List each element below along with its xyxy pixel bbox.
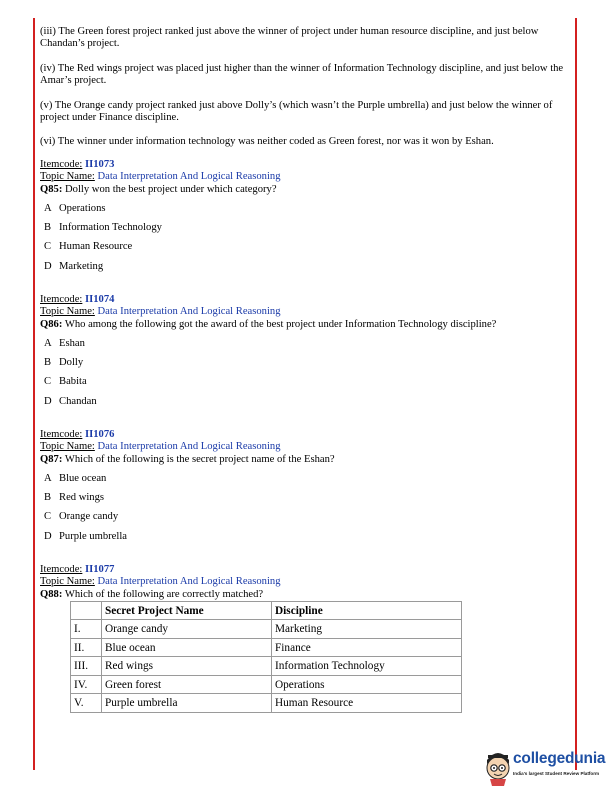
question-number: Q88:: [40, 588, 63, 600]
question-number: Q85:: [40, 183, 63, 195]
document-body: [40, 26, 572, 713]
table-row: [71, 638, 462, 657]
option-letter: B: [44, 492, 52, 504]
table-cell: Green forest: [102, 675, 272, 694]
itemcode-line: [40, 159, 572, 171]
itemcode-label: Itemcode:: [40, 158, 83, 170]
itemcode-label: Itemcode:: [40, 428, 83, 440]
topic-value: Data Interpretation And Logical Reasoning: [97, 441, 281, 453]
option-text: Purple umbrella: [59, 530, 127, 542]
table-cell: Finance: [272, 638, 462, 657]
option-text: Human Resource: [59, 241, 133, 253]
option-text: Chandan: [59, 395, 97, 407]
question-stem: Which of the following are correctly matched?: [64, 588, 264, 600]
option-a[interactable]: [40, 202, 572, 221]
option-text: Babita: [59, 376, 87, 388]
table-cell: Operations: [272, 675, 462, 694]
question-block-q88: [40, 564, 572, 713]
itemcode-value: II1073: [85, 158, 115, 170]
option-b[interactable]: [40, 491, 572, 510]
option-d[interactable]: [40, 260, 572, 279]
brand-tagline: India's largest Student Review Platform: [513, 771, 600, 776]
option-text: Operations: [59, 203, 106, 215]
topic-value: Data Interpretation And Logical Reasoning: [97, 171, 281, 183]
option-letter: D: [44, 395, 52, 407]
table-row: [71, 620, 462, 639]
table-cell: Marketing: [272, 620, 462, 639]
topic-line: [40, 306, 572, 318]
table-header-row: [71, 601, 462, 620]
option-letter: C: [44, 511, 52, 523]
itemcode-line: [40, 564, 572, 576]
table-header: Discipline: [272, 601, 462, 620]
option-text: Dolly: [59, 357, 84, 369]
table-row: [71, 694, 462, 713]
question-number: Q87:: [40, 453, 63, 465]
topic-value: Data Interpretation And Logical Reasoning: [97, 576, 281, 588]
table-cell: Orange candy: [102, 620, 272, 639]
table-cell: Blue ocean: [102, 638, 272, 657]
option-c[interactable]: [40, 240, 572, 259]
option-letter: C: [44, 376, 52, 388]
table-header: Secret Project Name: [102, 601, 272, 620]
topic-value: Data Interpretation And Logical Reasoning: [97, 306, 281, 318]
option-text: Information Technology: [59, 222, 162, 234]
topic-line: [40, 576, 572, 588]
table-cell: IV.: [71, 675, 102, 694]
clue-vi: (vi) The winner under information technology was neither coded as Green forest, nor was it won by Eshan.: [40, 136, 494, 148]
topic-line: [40, 171, 572, 183]
question-stem: Which of the following is the secret project name of the Eshan?: [64, 453, 335, 465]
option-letter: A: [44, 338, 52, 350]
option-text: Eshan: [59, 338, 85, 350]
option-b[interactable]: [40, 356, 572, 375]
itemcode-line: [40, 429, 572, 441]
options-list: [40, 202, 572, 279]
option-text: Blue ocean: [59, 473, 107, 484]
topic-label: Topic Name:: [40, 441, 95, 453]
topic-label: Topic Name:: [40, 576, 95, 588]
question-block-q87: [40, 429, 572, 549]
option-b[interactable]: [40, 221, 572, 240]
table-cell: Information Technology: [272, 657, 462, 676]
itemcode-label: Itemcode:: [40, 293, 83, 305]
table-cell: Human Resource: [272, 694, 462, 713]
option-letter: B: [44, 357, 52, 369]
table-cell: Purple umbrella: [102, 694, 272, 713]
topic-label: Topic Name:: [40, 306, 95, 318]
question-text: [40, 589, 572, 601]
option-d[interactable]: [40, 395, 572, 414]
table-cell: V.: [71, 694, 102, 713]
option-text: Red wings: [59, 492, 105, 504]
itemcode-value: II1076: [85, 428, 115, 440]
question-stem: Dolly won the best project under which category?: [65, 183, 277, 195]
question-text: [40, 319, 572, 331]
itemcode-line: [40, 294, 572, 306]
matching-table: [70, 601, 462, 713]
option-a[interactable]: [40, 337, 572, 356]
question-block-q86: [40, 294, 572, 414]
clue-iii: (iii) The Green forest project ranked just above the winner of project under human resource discipline, and just below Chandan’s project.: [40, 26, 539, 50]
option-d[interactable]: [40, 530, 572, 549]
table-cell: II.: [71, 638, 102, 657]
options-list: [40, 472, 572, 549]
itemcode-label: Itemcode:: [40, 563, 83, 575]
question-text: [40, 454, 572, 466]
itemcode-value: II1074: [85, 293, 115, 305]
table-cell: Red wings: [102, 657, 272, 676]
option-text: Orange candy: [59, 511, 119, 523]
option-letter: A: [44, 203, 52, 215]
topic-line: [40, 441, 572, 453]
question-number: Q86:: [40, 318, 63, 330]
option-letter: A: [44, 473, 52, 484]
option-c[interactable]: [40, 510, 572, 529]
clue-iv: (iv) The Red wings project was placed just higher than the winner of Information Technology discipline, and just below the Amar’s project.: [40, 62, 564, 87]
table-cell: III.: [71, 657, 102, 676]
left-margin-rule: [33, 18, 35, 770]
table-header: [71, 601, 102, 620]
table-row: [71, 675, 462, 694]
right-margin-rule: [575, 18, 577, 770]
question-text: [40, 184, 572, 196]
options-list: [40, 337, 572, 414]
table-cell: I.: [71, 620, 102, 639]
option-letter: D: [44, 260, 52, 272]
option-letter: D: [44, 530, 52, 542]
clue-v: (v) The Orange candy project ranked just above Dolly’s (which wasn’t the Purple umbrella) and just below the winner of project under Finance discipline.: [40, 99, 553, 124]
table-row: [71, 657, 462, 676]
question-stem: Who among the following got the award of the best project under Information Technology discipline?: [64, 318, 497, 330]
question-block-q85: [40, 159, 572, 279]
option-letter: C: [44, 241, 52, 253]
option-c[interactable]: [40, 375, 572, 394]
option-text: Marketing: [59, 260, 104, 272]
itemcode-value: II1077: [85, 563, 115, 575]
option-letter: B: [44, 222, 52, 234]
option-a[interactable]: [40, 472, 572, 491]
brand-name: collegedunia: [513, 750, 606, 767]
topic-label: Topic Name:: [40, 171, 95, 183]
